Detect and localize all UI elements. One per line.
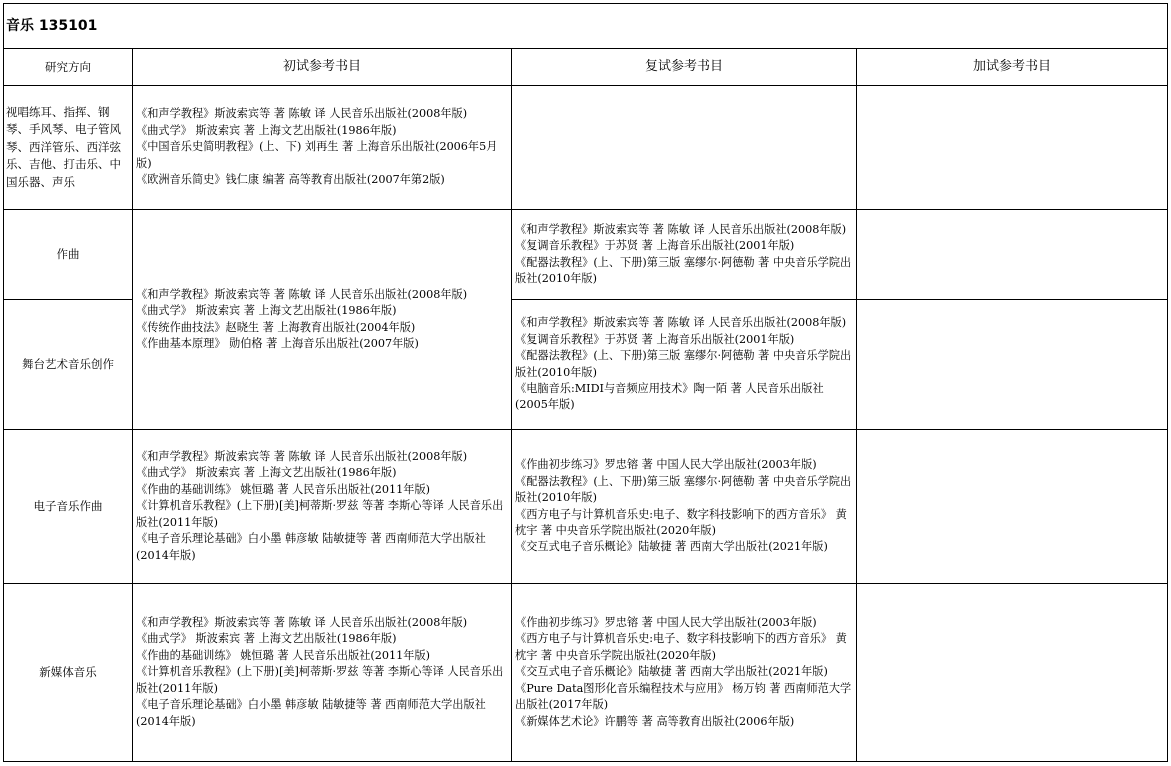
retest-cell (512, 430, 857, 584)
book-entry: 《和声学教程》斯波索宾等 著 陈敏 译 人民音乐出版社(2008年版) (136, 450, 468, 464)
book-entry: 《作曲的基础训练》 姚恒璐 著 人民音乐出版社(2011年版) (136, 482, 430, 496)
additional-cell (857, 584, 1168, 762)
book-entry: 《配器法教程》(上、下册)第三版 塞缪尔·阿德勒 著 中央音乐学院出版社(2010年版) (515, 255, 852, 285)
initial-cell (133, 584, 512, 762)
book-entry: 《作曲基本原理》 勋伯格 著 上海音乐出版社(2007年版) (136, 336, 419, 350)
direction-cell: 新媒体音乐 (4, 584, 133, 762)
book-entry: 《中国音乐史简明教程》(上、下) 刘再生 著 上海音乐出版社(2006年5月版) (136, 140, 498, 170)
reference-books-table (3, 3, 1168, 762)
book-entry: 《交互式电子音乐概论》陆敏捷 著 西南大学出版社(2021年版) (515, 540, 828, 554)
book-entry: 《曲式学》 斯波索宾 著 上海文艺出版社(1986年版) (136, 632, 397, 646)
table-row (4, 430, 1168, 584)
book-entry: 《欧洲音乐简史》钱仁康 编著 高等教育出版社(2007年第2版) (136, 173, 445, 187)
book-entry: 《和声学教程》斯波索宾等 著 陈敏 译 人民音乐出版社(2008年版) (136, 616, 468, 630)
book-entry: 《计算机音乐教程》(上下册)[美]柯蒂斯·罗兹 等著 李斯心等译 人民音乐出版社(2011年版) (136, 499, 504, 529)
book-entry: 《计算机音乐教程》(上下册)[美]柯蒂斯·罗兹 等著 李斯心等译 人民音乐出版社(2011年版) (136, 665, 504, 695)
book-entry: 《Pure Data图形化音乐编程技术与应用》 杨万钧 著 西南师范大学出版社(2017年版) (515, 681, 852, 712)
book-entry: 《和声学教程》斯波索宾等 著 陈敏 译 人民音乐出版社(2008年版) (515, 316, 847, 330)
table-row (4, 86, 1168, 210)
book-entry: 《交互式电子音乐概论》陆敏捷 著 西南大学出版社(2021年版) (515, 665, 828, 679)
book-entry: 《西方电子与计算机音乐史:电子、数字科技影响下的西方音乐》 黄枕宇 著 中央音乐学院出版社(2020年版) (515, 632, 847, 662)
header-retest: 复试参考书目 (512, 49, 857, 86)
retest-cell (512, 210, 857, 300)
book-entry: 《曲式学》 斯波索宾 著 上海文艺出版社(1986年版) (136, 466, 397, 480)
book-entry: 《作曲初步练习》罗忠镕 著 中国人民大学出版社(2003年版) (515, 616, 817, 630)
page-title: 音乐 135101 (4, 4, 1168, 49)
title-row (4, 4, 1168, 49)
direction-cell: 舞台艺术音乐创作 (4, 300, 133, 430)
book-entry: 《配器法教程》(上、下册)第三版 塞缪尔·阿德勒 著 中央音乐学院出版社(2010年版) (515, 349, 852, 379)
book-entry: 《作曲的基础训练》 姚恒璐 著 人民音乐出版社(2011年版) (136, 648, 430, 662)
table-row (4, 584, 1168, 762)
header-row (4, 49, 1168, 86)
book-entry: 《复调音乐教程》于苏贤 著 上海音乐出版社(2001年版) (515, 332, 795, 346)
header-additional: 加试参考书目 (857, 49, 1168, 86)
initial-cell (133, 86, 512, 210)
additional-cell (857, 86, 1168, 210)
book-entry: 《传统作曲技法》赵晓生 著 上海教育出版社(2004年版) (136, 320, 416, 334)
retest-cell (512, 300, 857, 430)
book-entry: 《作曲初步练习》罗忠镕 著 中国人民大学出版社(2003年版) (515, 458, 817, 472)
book-entry: 《曲式学》 斯波索宾 著 上海文艺出版社(1986年版) (136, 304, 397, 318)
book-entry: 《和声学教程》斯波索宾等 著 陈敏 译 人民音乐出版社(2008年版) (515, 222, 847, 236)
additional-cell (857, 430, 1168, 584)
book-entry: 《复调音乐教程》于苏贤 著 上海音乐出版社(2001年版) (515, 239, 795, 253)
header-initial: 初试参考书目 (133, 49, 512, 86)
header-direction: 研究方向 (4, 49, 133, 86)
initial-cell (133, 430, 512, 584)
book-entry: 《西方电子与计算机音乐史:电子、数字科技影响下的西方音乐》 黄枕宇 著 中央音乐学院出版社(2020年版) (515, 507, 847, 537)
book-entry: 《电子音乐理论基础》白小墨 韩彦敏 陆敏捷等 著 西南师范大学出版社(2014年版) (136, 698, 486, 728)
direction-cell: 电子音乐作曲 (4, 430, 133, 584)
additional-cell (857, 300, 1168, 430)
additional-cell (857, 210, 1168, 300)
retest-cell (512, 584, 857, 762)
direction-cell: 视唱练耳、指挥、钢琴、手风琴、电子管风琴、西洋管乐、西洋弦乐、吉他、打击乐、中国乐器、声乐 (4, 86, 133, 210)
table-row (4, 210, 1168, 300)
book-entry: 《和声学教程》斯波索宾等 著 陈敏 译 人民音乐出版社(2008年版) (136, 107, 468, 121)
book-entry: 《电脑音乐:MIDI与音频应用技术》陶一陌 著 人民音乐出版社(2005年版) (515, 381, 824, 412)
book-entry: 《电子音乐理论基础》白小墨 韩彦敏 陆敏捷等 著 西南师范大学出版社(2014年版) (136, 532, 486, 562)
book-entry: 《新媒体艺术论》许鹏等 著 高等教育出版社(2006年版) (515, 714, 795, 728)
direction-cell: 作曲 (4, 210, 133, 300)
book-entry: 《和声学教程》斯波索宾等 著 陈敏 译 人民音乐出版社(2008年版) (136, 287, 468, 301)
book-entry: 《配器法教程》(上、下册)第三版 塞缪尔·阿德勒 著 中央音乐学院出版社(2010年版) (515, 474, 852, 505)
initial-cell-shared (133, 210, 512, 430)
retest-cell (512, 86, 857, 210)
book-entry: 《曲式学》 斯波索宾 著 上海文艺出版社(1986年版) (136, 123, 397, 137)
